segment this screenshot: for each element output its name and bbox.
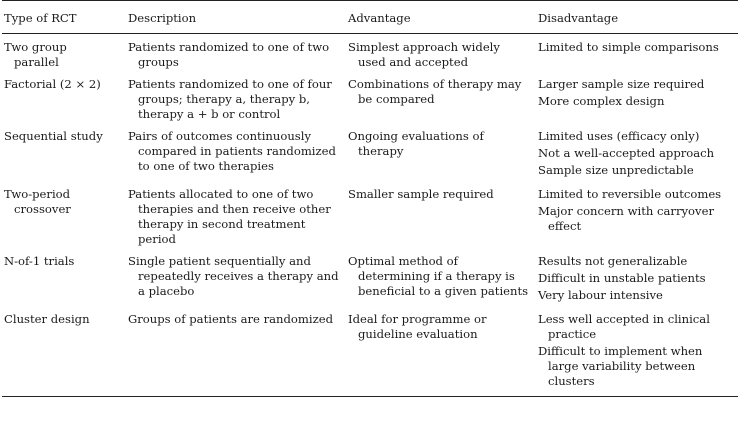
disadvantage-item: Difficult to implement when large variability between clusters <box>538 344 703 388</box>
table-row <box>2 183 738 250</box>
type-line: parallel <box>14 55 59 69</box>
disadvantage-item: Limited to simple comparisons <box>538 40 719 54</box>
table-row <box>2 308 738 397</box>
advantage-text: Smaller sample required <box>348 187 494 201</box>
disadvantage-item: Sample size unpredictable <box>538 163 694 177</box>
advantage-cell <box>346 250 536 308</box>
header-type: Type of RCT <box>2 1 126 34</box>
type-cell <box>2 73 126 125</box>
description-text: Patients randomized to one of two groups <box>128 40 330 69</box>
description-text: Patients allocated to one of two therapies and then receive other therapy in second treatment period <box>128 187 331 246</box>
disadvantage-cell <box>536 34 738 74</box>
table-header-row <box>2 1 738 34</box>
table-row <box>2 125 738 183</box>
disadvantage-item: Very labour intensive <box>538 288 663 302</box>
type-line: Sequential study <box>4 129 103 143</box>
rct-types-table <box>2 0 738 397</box>
disadvantage-cell <box>536 125 738 183</box>
description-cell <box>126 125 346 183</box>
type-line: Cluster design <box>4 312 90 326</box>
advantage-cell <box>346 183 536 250</box>
type-line: N-of-1 trials <box>4 254 75 268</box>
description-text: Patients randomized to one of four groups; therapy a, therapy b, therapy a + b or control <box>128 77 332 121</box>
advantage-text: Combinations of therapy may be compared <box>348 77 522 106</box>
description-cell <box>126 73 346 125</box>
header-disadvantage: Disadvantage <box>536 1 738 34</box>
type-line: Two group <box>4 40 67 54</box>
advantage-cell <box>346 125 536 183</box>
table-row <box>2 250 738 308</box>
disadvantage-item: Major concern with carryover effect <box>538 204 714 233</box>
type-cell <box>2 308 126 397</box>
disadvantage-cell <box>536 250 738 308</box>
advantage-cell <box>346 308 536 397</box>
description-cell <box>126 183 346 250</box>
type-line: crossover <box>14 202 71 216</box>
description-cell <box>126 308 346 397</box>
type-cell <box>2 183 126 250</box>
advantage-text: Ongoing evaluations of therapy <box>348 129 484 158</box>
disadvantage-item: Limited uses (efficacy only) <box>538 129 700 143</box>
disadvantage-item: Difficult in unstable patients <box>538 271 706 285</box>
description-text: Groups of patients are randomized <box>128 312 334 326</box>
disadvantage-item: More complex design <box>538 94 665 108</box>
disadvantage-cell <box>536 183 738 250</box>
disadvantage-item: Limited to reversible outcomes <box>538 187 722 201</box>
advantage-cell <box>346 34 536 74</box>
disadvantage-cell <box>536 73 738 125</box>
description-cell <box>126 250 346 308</box>
header-description: Description <box>126 1 346 34</box>
disadvantage-item: Results not generalizable <box>538 254 688 268</box>
disadvantage-item: Larger sample size required <box>538 77 705 91</box>
type-line: Two-period <box>4 187 71 201</box>
type-cell <box>2 34 126 74</box>
advantage-text: Ideal for programme or guideline evaluation <box>348 312 487 341</box>
type-line: Factorial (2 × 2) <box>4 77 101 91</box>
table-row <box>2 34 738 74</box>
description-text: Pairs of outcomes continuously compared in patients randomized to one of two therapies <box>128 129 336 173</box>
description-text: Single patient sequentially and repeatedly receives a therapy and a placebo <box>128 254 339 298</box>
disadvantage-cell <box>536 308 738 397</box>
description-cell <box>126 34 346 74</box>
table-row <box>2 73 738 125</box>
disadvantage-item: Less well accepted in clinical practice <box>538 312 710 341</box>
advantage-text: Simplest approach widely used and accepted <box>348 40 500 69</box>
advantage-cell <box>346 73 536 125</box>
type-cell <box>2 250 126 308</box>
header-advantage: Advantage <box>346 1 536 34</box>
type-cell <box>2 125 126 183</box>
disadvantage-item: Not a well-accepted approach <box>538 146 715 160</box>
advantage-text: Optimal method of determining if a therapy is beneficial to a given patients <box>348 254 529 298</box>
